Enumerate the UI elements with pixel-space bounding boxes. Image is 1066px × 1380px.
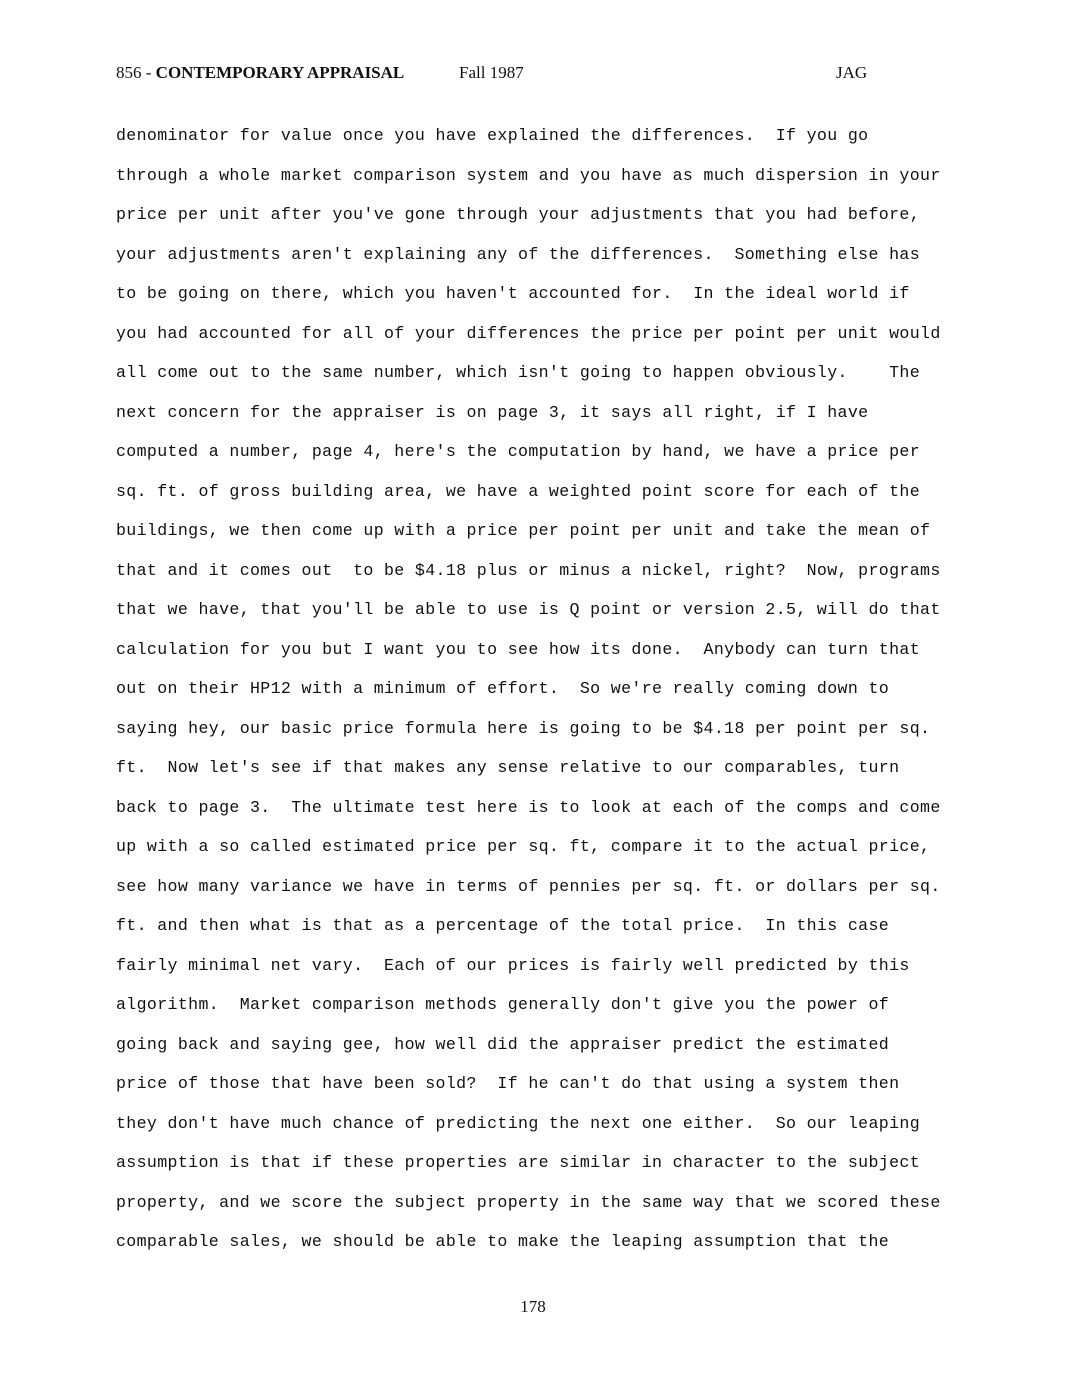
text-line: back to page 3. The ultimate test here is to look at each of the comps and come (116, 797, 941, 817)
text-line: saying hey, our basic price formula here is going to be $4.18 per point per sq. (116, 718, 931, 738)
author-initials: JAG (836, 63, 868, 82)
text-line: assumption is that if these properties are similar in character to the subject (116, 1153, 921, 1172)
text-line: that we have, that you'll be able to use is Q point or version 2.5, will do that (116, 600, 941, 619)
text-line: you had accounted for all of your differences the price per point per unit would (116, 323, 941, 343)
course-title: CONTEMPORARY APPRAISAL (155, 63, 405, 82)
text-line: your adjustments aren't explaining any of the differences. Something else has (116, 244, 921, 264)
text-line: property, and we score the subject property in the same way that we scored these (116, 1192, 941, 1212)
text-line: up with a so called estimated price per sq. ft, compare it to the actual price, (116, 837, 931, 856)
transcript-body (116, 116, 976, 1262)
text-line: out on their HP12 with a minimum of effort. So we're really coming down to (116, 679, 890, 698)
text-line: computed a number, page 4, here's the computation by hand, we have a price per (116, 442, 921, 461)
text-line: all come out to the same number, which isn't going to happen obviously. The (116, 363, 921, 382)
text-line: through a whole market comparison system and you have as much dispersion in your (116, 165, 941, 185)
text-line: comparable sales, we should be able to make the leaping assumption that the (116, 1232, 890, 1251)
text-line: algorithm. Market comparison methods generally don't give you the power of (116, 995, 890, 1014)
text-line: calculation for you but I want you to see how its done. Anybody can turn that (116, 639, 921, 659)
course-number: 856 - (116, 63, 156, 82)
text-line: that and it comes out to be $4.18 plus or minus a nickel, right? Now, programs (116, 560, 941, 580)
text-line: fairly minimal net vary. Each of our prices is fairly well predicted by this (116, 955, 910, 975)
text-line: price of those that have been sold? If he can't do that using a system then (116, 1074, 900, 1093)
text-line: ft. Now let's see if that makes any sense relative to our comparables, turn (116, 758, 900, 777)
text-line: ft. and then what is that as a percentage of the total price. In this case (116, 916, 890, 935)
text-line: price per unit after you've gone through your adjustments that you had before, (116, 205, 921, 224)
page-header (116, 62, 876, 84)
text-line: they don't have much chance of predicting the next one either. So our leaping (116, 1113, 921, 1133)
text-line: buildings, we then come up with a price per point per unit and take the mean of (116, 521, 931, 540)
term-label: Fall 1987 (459, 63, 524, 82)
course-heading (116, 62, 404, 84)
text-line: sq. ft. of gross building area, we have a weighted point score for each of the (116, 481, 921, 501)
page-number: 178 (520, 1297, 546, 1316)
text-line: next concern for the appraiser is on page 3, it says all right, if I have (116, 402, 869, 422)
text-line: to be going on there, which you haven't accounted for. In the ideal world if (116, 284, 910, 303)
text-line: denominator for value once you have explained the differences. If you go (116, 126, 869, 145)
text-line: going back and saying gee, how well did the appraiser predict the estimated (116, 1034, 890, 1054)
text-line: see how many variance we have in terms of pennies per sq. ft. or dollars per sq. (116, 876, 941, 896)
